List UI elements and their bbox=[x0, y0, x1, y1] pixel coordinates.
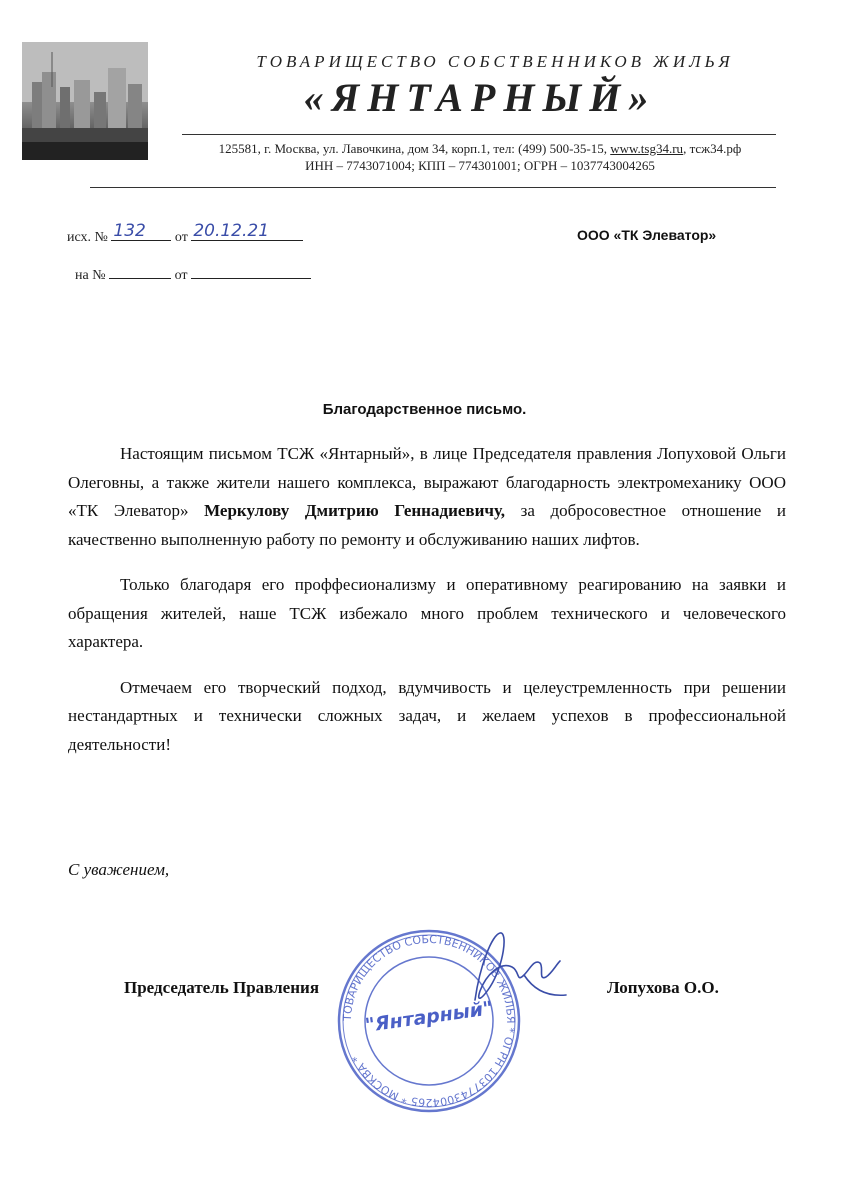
in-prefix: на № bbox=[75, 268, 106, 283]
org-name: «ЯНТАРНЫЙ» bbox=[303, 75, 657, 120]
contact-line bbox=[150, 141, 810, 157]
out-date: 20.12.21 bbox=[193, 221, 270, 241]
in-number-field bbox=[109, 264, 171, 279]
signer-title: Председатель Правления bbox=[124, 978, 320, 997]
alt-site-text: , тсж34.рф bbox=[683, 141, 742, 156]
paragraph-1 bbox=[68, 440, 786, 554]
letter-heading: Благодарственное письмо. bbox=[322, 401, 527, 418]
paragraph-3: Отмечаем его творческий подход, вдумчивость и целеустремленность при решении нестандартных и технически сложных задач, и желаем успехов в профессиональной деятельности! bbox=[68, 677, 786, 754]
out-from-label: от bbox=[174, 230, 188, 245]
address-text: 125581, г. Москва, ул. Лавочкина, дом 34, корп.1, тел: (499) 500-35-15, bbox=[218, 141, 611, 156]
header-divider-bottom bbox=[90, 187, 776, 188]
letter-body bbox=[68, 440, 786, 776]
outgoing-reference bbox=[67, 221, 303, 246]
out-prefix: исх. № bbox=[67, 230, 108, 245]
handwritten-signature bbox=[420, 925, 570, 1025]
in-date-field bbox=[191, 264, 311, 279]
website-link[interactable]: www.tsg34.ru bbox=[610, 141, 684, 156]
p1-end: за добросовестное отношение и качественно выполненную работу по ремонту и обслуживанию наших лифтов. bbox=[68, 501, 786, 549]
registry-line: ИНН – 7743071004; КПП – 774301001; ОГРН – 1037743004265 bbox=[305, 158, 655, 173]
paragraph-2: Только благодаря его проффесионализму и оперативному реагированию на заявки и обращения жителей, наше ТСЖ избежало много проблем технического и человеческого характера. bbox=[68, 575, 786, 651]
out-date-field bbox=[191, 221, 303, 241]
p1-start: Настоящим письмом ТСЖ «Янтарный», в лице Председателя правления Лопуховой Ольги Олеговны, а также жители нашего комплекса, выражают благодарность электромеханику ООО «ТК Элеватор» bbox=[68, 444, 786, 520]
stamp-ring-text: ТОВАРИЩЕСТВО СОБСТВЕННИКОВ ЖИЛЬЯ * ОГРН 1037743004265 * МОСКВА * bbox=[340, 932, 518, 1110]
closing-regards: С уважением, bbox=[68, 860, 170, 879]
recipient: ООО «ТК Элеватор» bbox=[577, 227, 717, 243]
signer-name: Лопухова О.О. bbox=[607, 978, 719, 997]
logo-photo bbox=[22, 42, 148, 160]
p1-bold-name: Меркулову Дмитрию Геннадиевичу, bbox=[204, 501, 506, 520]
out-number-field bbox=[111, 221, 171, 241]
stamp-center-text: "Янтарный" bbox=[363, 997, 495, 1037]
in-from-label: от bbox=[174, 268, 188, 283]
org-type-title: ТОВАРИЩЕСТВО СОБСТВЕННИКОВ ЖИЛЬЯ bbox=[256, 52, 734, 71]
out-number: 132 bbox=[113, 221, 146, 241]
header-divider-top bbox=[182, 134, 776, 135]
incoming-reference bbox=[75, 264, 311, 284]
